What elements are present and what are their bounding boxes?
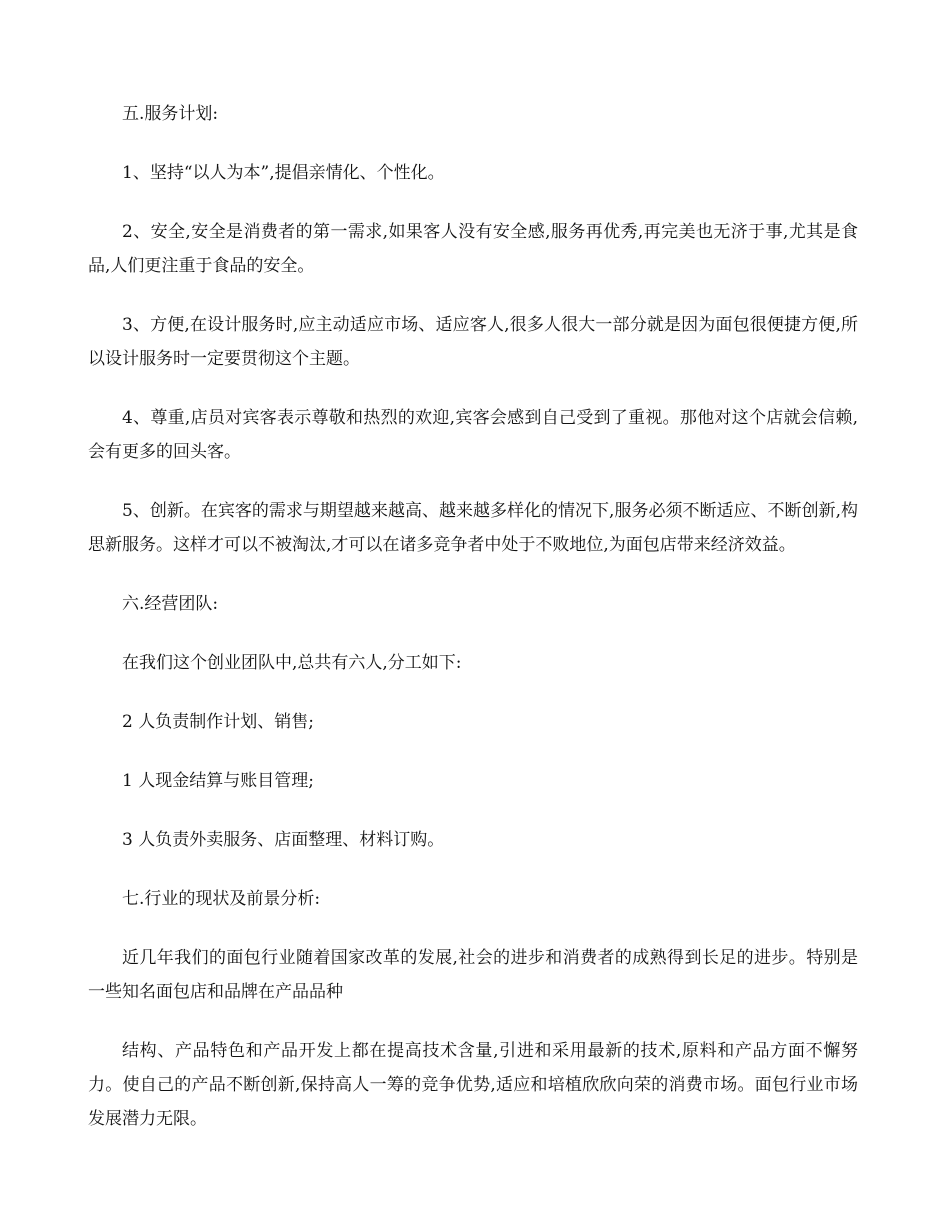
service-item-2: 2、安全,安全是消费者的第一需求,如果客人没有安全感,服务再优秀,再完美也无济于事,尤其是食品,人们更注重于食品的安全。	[88, 222, 858, 276]
industry-paragraph-1: 近几年我们的面包行业随着国家改革的发展,社会的进步和消费者的成熟得到长足的进步。特别是一些知名面包店和品牌在产品品种	[88, 948, 858, 1002]
service-item-4: 4、尊重,店员对宾客表示尊敬和热烈的欢迎,宾客会感到自己受到了重视。那他对这个店就会信赖,会有更多的回头客。	[88, 408, 858, 462]
industry-paragraph-2: 结构、产品特色和产品开发上都在提高技术含量,引进和采用最新的技术,原料和产品方面不懈努力。使自己的产品不断创新,保持高人一筹的竞争优势,适应和培植欣欣向荣的消费市场。面包行业市场发展潜力无限。	[88, 1041, 858, 1129]
section-heading-team: 六.经营团队:	[122, 594, 219, 614]
team-role-3: 3 人负责外卖服务、店面整理、材料订购。	[122, 830, 445, 850]
service-item-5: 5、创新。在宾客的需求与期望越来越高、越来越多样化的情况下,服务必须不断适应、不断创新,构思新服务。这样才可以不被淘汰,才可以在诸多竞争者中处于不败地位,为面包店带来经济效益。	[88, 501, 858, 555]
team-role-1: 2 人负责制作计划、销售;	[122, 712, 314, 732]
service-item-1: 1、坚持“以人为本”,提倡亲情化、个性化。	[122, 163, 445, 183]
service-item-3: 3、方便,在设计服务时,应主动适应市场、适应客人,很多人很大一部分就是因为面包很便捷方便,所以设计服务时一定要贯彻这个主题。	[88, 315, 858, 369]
section-heading-service-plan: 五.服务计划:	[122, 104, 219, 124]
team-intro: 在我们这个创业团队中,总共有六人,分工如下:	[122, 653, 462, 673]
section-heading-industry: 七.行业的现状及前景分析:	[122, 889, 321, 909]
document-page	[88, 97, 858, 1161]
team-role-2: 1 人现金结算与账目管理;	[122, 771, 314, 791]
